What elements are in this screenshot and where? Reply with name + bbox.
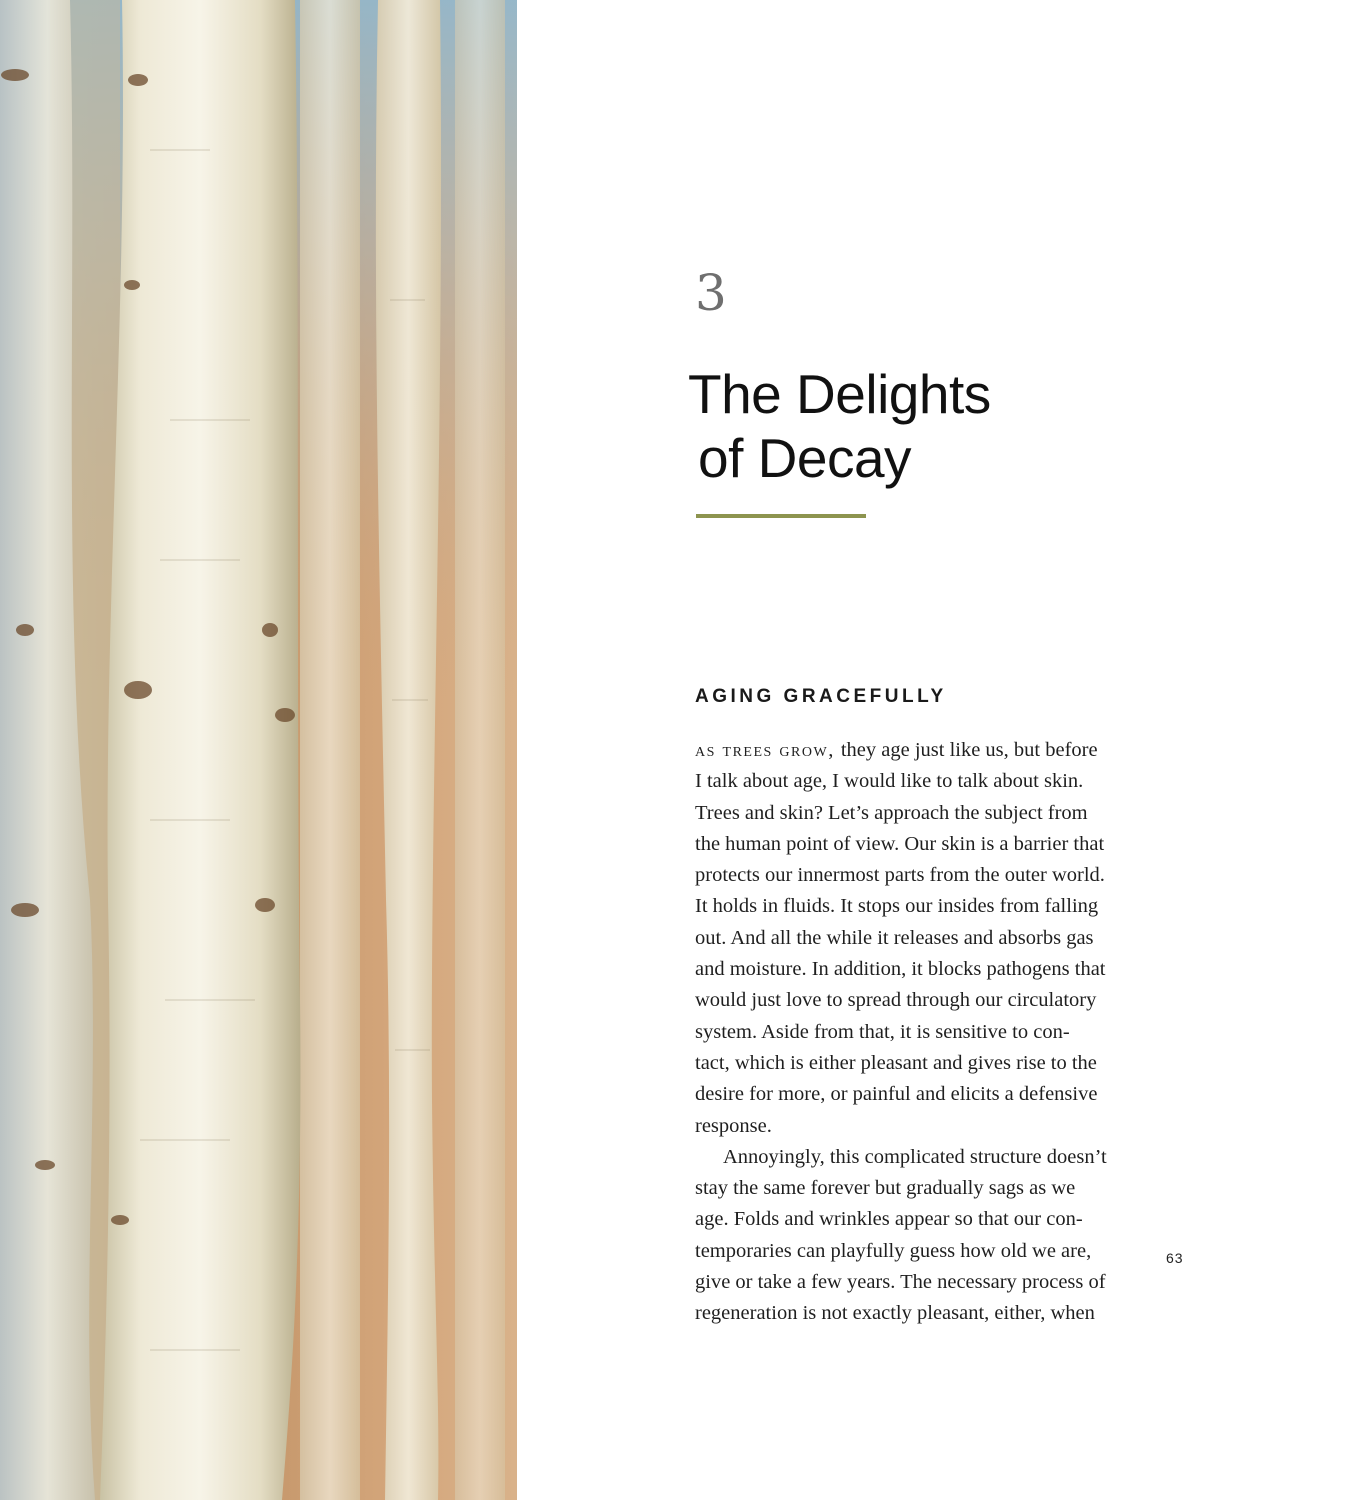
- body-line: [695, 735, 1190, 766]
- body-line: protects our innermost parts from the outer world.: [695, 864, 1105, 887]
- body-line: age. Folds and wrinkles appear so that our con-: [695, 1208, 1083, 1231]
- body-line: temporaries can playfully guess how old we are,: [695, 1239, 1092, 1262]
- body-line: the human point of view. Our skin is a barrier that: [695, 832, 1105, 855]
- chapter-title: [688, 362, 991, 490]
- body-line: tact, which is either pleasant and gives rise to the: [695, 1051, 1097, 1074]
- body-line-paragraph-start: Annoyingly, this complicated structure doesn’t: [723, 1145, 1107, 1168]
- body-line-text: they age just like us, but before: [840, 739, 1098, 761]
- section-heading: AGING GRACEFULLY: [695, 686, 947, 707]
- body-line: desire for more, or painful and elicits a defensive: [695, 1083, 1098, 1106]
- chapter-number: 3: [695, 264, 727, 322]
- body-text: [695, 735, 1190, 1330]
- body-line: Trees and skin? Let’s approach the subject from: [695, 801, 1088, 824]
- body-line: I talk about age, I would like to talk about skin.: [695, 770, 1084, 793]
- chapter-title-line-2: of Decay: [698, 427, 912, 489]
- body-line: It holds in fluids. It stops our insides from falling: [695, 895, 1099, 918]
- body-line: would just love to spread through our circulatory: [695, 989, 1097, 1012]
- birch-photo-illustration: [0, 0, 517, 1500]
- body-line: response.: [695, 1114, 772, 1137]
- chapter-title-line-1: The Delights: [688, 363, 991, 425]
- lead-in-smallcaps: as trees grow,: [695, 739, 835, 761]
- body-line: and moisture. In addition, it blocks pathogens that: [695, 958, 1106, 981]
- body-line: out. And all the while it releases and absorbs gas: [695, 926, 1094, 949]
- title-divider-rule: [696, 514, 866, 518]
- body-line: system. Aside from that, it is sensitive to con-: [695, 1020, 1070, 1043]
- text-page: [517, 0, 1346, 1500]
- body-line: give or take a few years. The necessary process of: [695, 1271, 1106, 1294]
- page-number: 63: [1166, 1250, 1184, 1266]
- body-line: stay the same forever but gradually sags as we: [695, 1177, 1076, 1200]
- birch-trunks-photo: [0, 0, 517, 1500]
- body-line: regeneration is not exactly pleasant, either, when: [695, 1302, 1095, 1325]
